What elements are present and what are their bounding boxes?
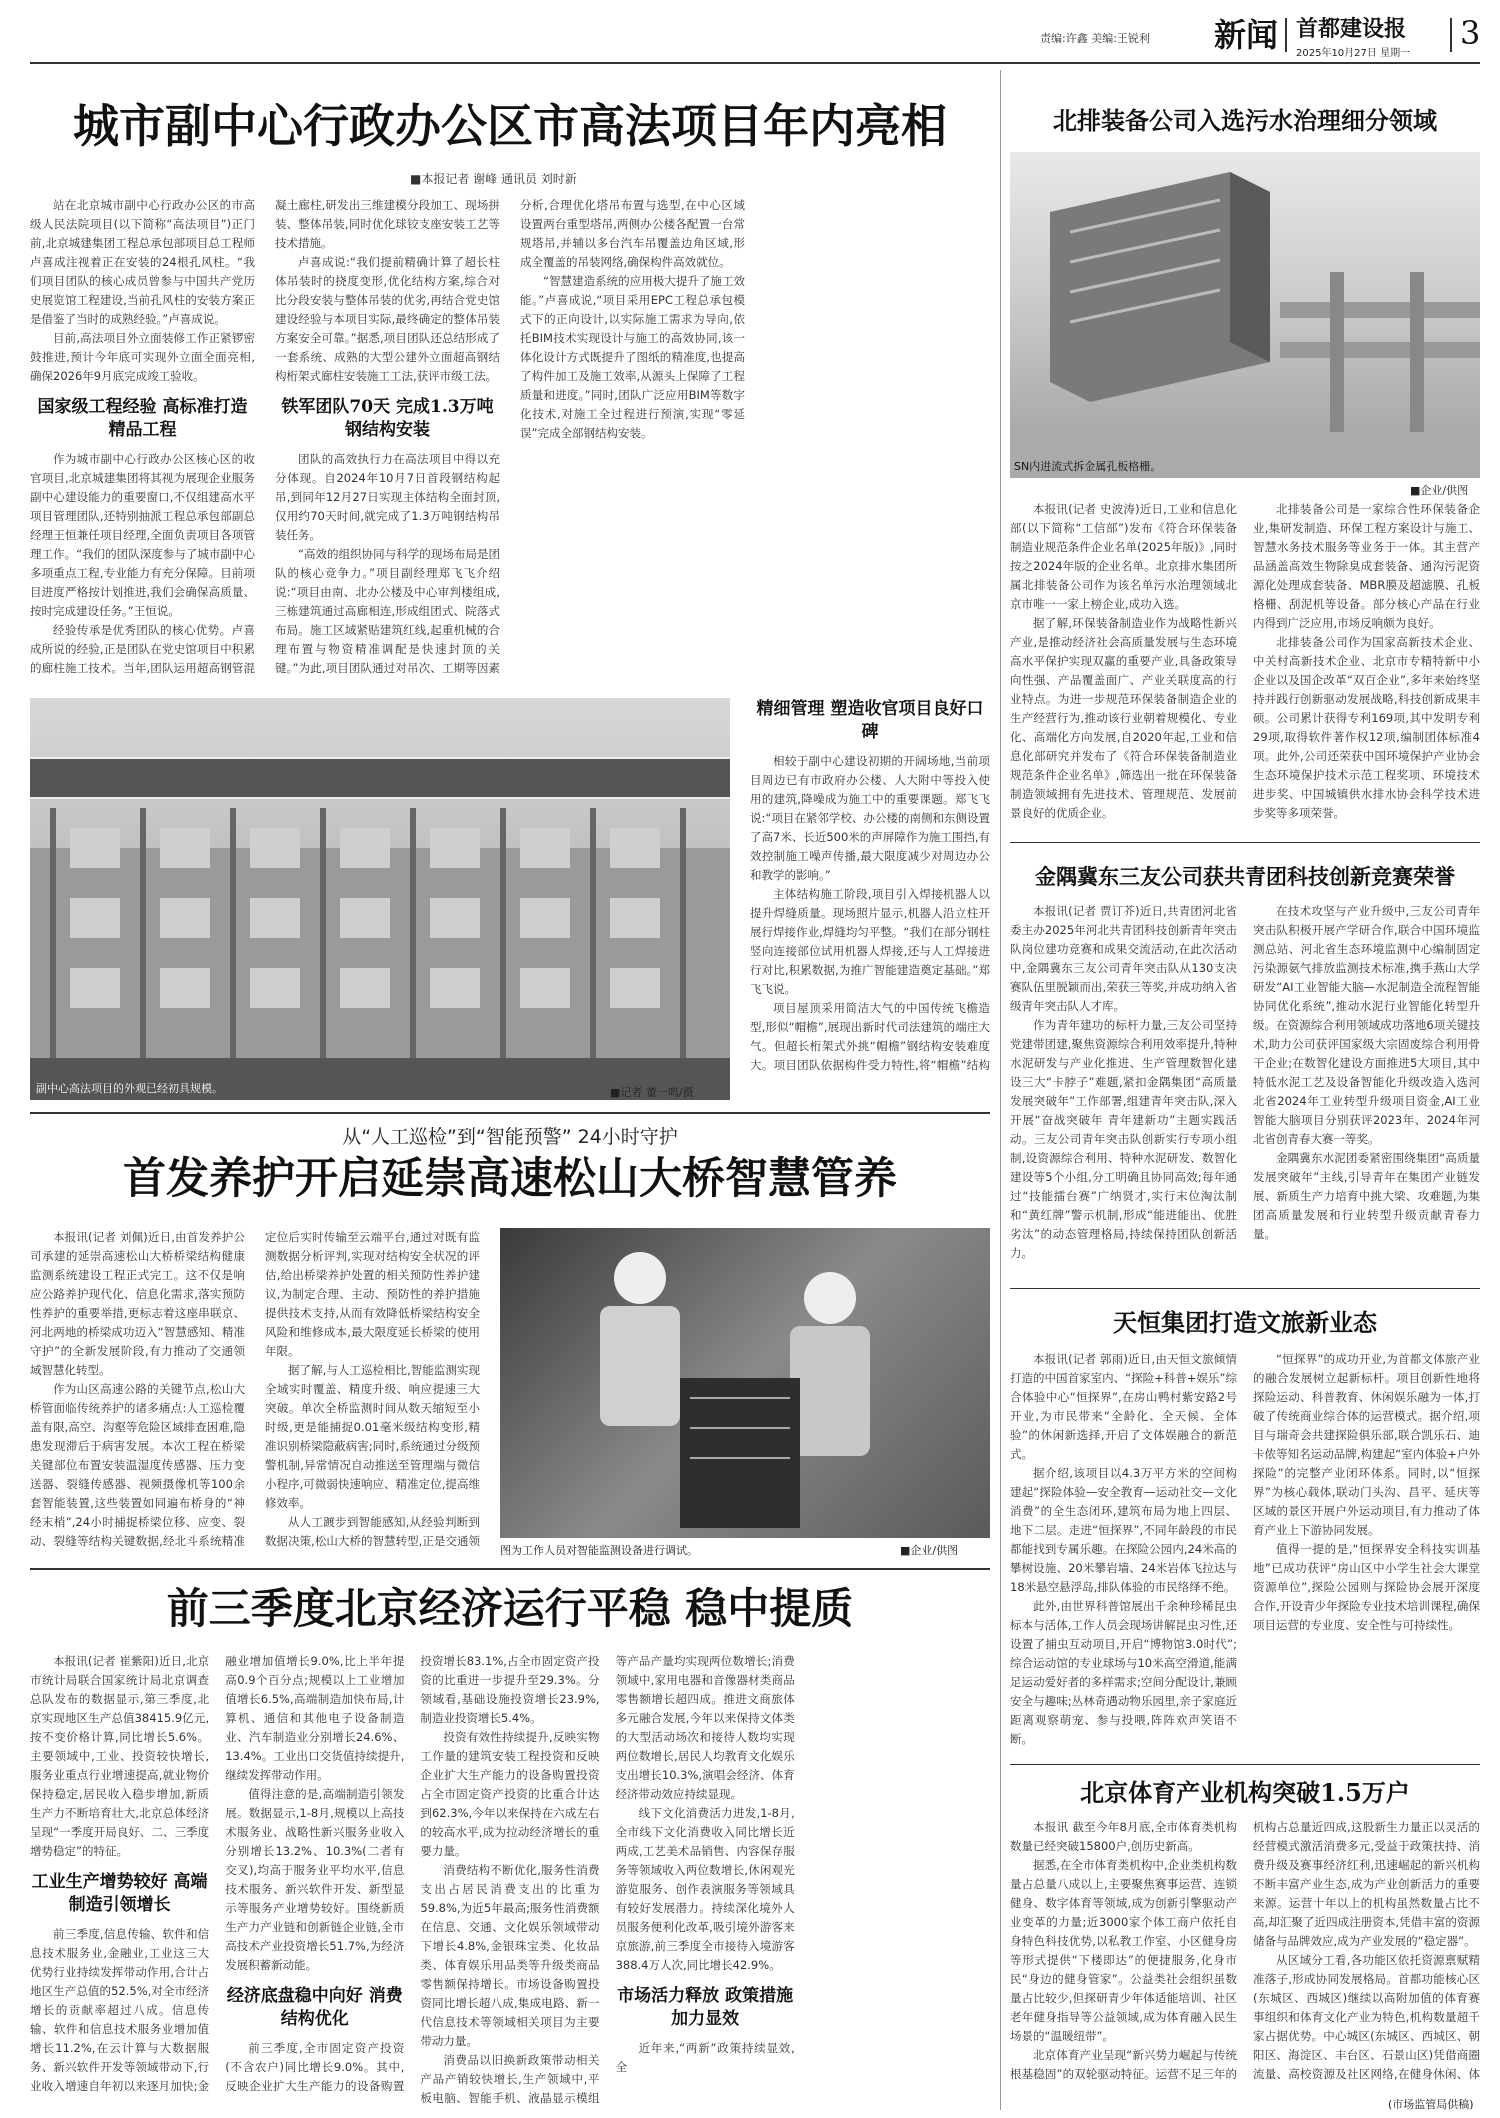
- workers-illustration: [500, 1228, 990, 1538]
- article-6: [1010, 1292, 1480, 1762]
- paragraph: “高效的组织协同与科学的现场布局是团队的核心竞争力。”项目副经理郑飞飞介绍说:“项目由南、北办公楼及中心审判楼组成,三栋建筑通过高廊相连,形成组团式、院落式布局。施工区域紧贴建筑红线,起重机械的合理布置与物资精准调配是快速封顶的关键。”为此,项目团队通过对吊次、工期等因素分析,合理优化塔吊布置与选型,在中心区域设置两台重型塔吊,两侧办公楼各配置一台常规塔吊,并辅以多台汽车吊覆盖边角区域,形成全覆盖的吊装网络,确保构件高效就位。: [275, 198, 745, 675]
- page-number: 3: [1460, 14, 1481, 52]
- header-editor: 责编:许鑫 美编:王锐利: [1040, 32, 1150, 45]
- paragraph: 团队的高效执行力在高法项目中得以充分体现。自2024年10月7日首段钢结构起吊,到同年12月27日实现主体结构全面封顶,仅用约70天时间,就完成了1.3万吨钢结构吊装任务。: [275, 452, 500, 542]
- article-2-title: 首发养护开启延崇高速松山大桥智慧管养: [123, 1154, 897, 1204]
- paragraph: 值得注意的是,高端制造引领发展。数据显示,1-8月,规模以上高技术服务业、战略性新兴服务业收入分别增长13.2%、10.3%(二者有交叉),均高于服务业平均水平,信息技术服务、新兴软件开发、新型显示等服务产业增势较好。围绕新质生产力产业链和创新链企业链,全市高技术产业投资增长51.7%,为经济发展积蓄新动能。: [225, 1787, 405, 1972]
- article-4-title: 北排装备公司入选污水治理细分领域: [1053, 106, 1437, 135]
- paragraph: 本报讯(记者 郭雨)近日,由天恒文旅倾情打造的中国首家室内、“探险+科普+娱乐”综合体验中心“恒探界”,在房山鸭村紫安路2号开业,为市民带来“全龄化、全天候、全体验”的休闲新选择,开启了文体娱融合的新范式。: [1010, 1352, 1237, 1461]
- header-paper: 首都建设报: [1296, 16, 1407, 42]
- article-1-byline: ■本报记者 谢峰 通讯员 刘时新: [410, 172, 577, 186]
- article-5-title: 金隅冀东三友公司获共青团科技创新竞赛荣誉: [1035, 864, 1455, 889]
- paragraph: “智慧建造系统的应用极大提升了施工效能。”卢喜成说,“项目采用EPC工程总承包模式下的正向设计,以实际施工需求为导向,依托BIM技术实现设计与施工的高效协同,该一体化设计方式既提升了图纸的精准度,也提高了构件加工及施工效率,从源头上保障了工程质量和进度。”同时,团队广泛应用BIM等数字化技术,对施工全过程进行预演,实现“零延误”完成全部钢结构安装。: [520, 274, 745, 440]
- article-2-photo-caption: 图为工作人员对智能监测设备进行调试。: [500, 1544, 698, 1557]
- paragraph: 本报讯(记者 贾订芥)近日,共青团河北省委主办2025年河北共青团科技创新青年突击队岗位建功竞赛和成果交流活动,在此次活动中,金隅冀东三友公司青年突击队从130支决赛队伍里脱颖而出,荣获三等奖,并成功纳入省级青年突击队人才库。: [1010, 904, 1237, 1013]
- article-2-photo: [500, 1228, 990, 1538]
- header-divider-2: [1450, 18, 1452, 52]
- article-2: [30, 1116, 990, 1566]
- paragraph: “恒探界”的成功开业,为首都文体旅产业的融合发展树立起新标杆。项目创新性地将探险运动、科普教育、休闲娱乐融为一体,打破了传统商业综合体的运营模式。据介绍,项目与瑞奇会共建探险俱乐部,联合凯乐石、迪卡侬等知名运动品牌,构建起“室内体验+户外探险”的完整产业闭环体系。同时,以“恒探界”为核心载体,联动门头沟、昌平、延庆等区域的景区开展户外运动项目,有力推动了体育产业上下游协同发展。: [1253, 1352, 1480, 1537]
- paragraph: 北排装备公司是一家综合性环保装备企业,集研发制造、环保工程方案设计与施工、智慧水务技术服务等业务于一体。其主营产品涵盖高效生物除臭成套装备、通沟污泥资源化处理成套装备、MBR膜及超滤膜、孔板格栅、刮泥机等设备。部分核心产品在行业内得到广泛应用,市场反响颇为良好。: [1253, 502, 1480, 630]
- article-4-body: [1010, 500, 1480, 836]
- paragraph: 从区域分工看,各功能区依托资源禀赋精准落子,形成协同发展格局。首都功能核心区(东城区、西城区)继续以高附加值的体育赛事组织和体育文化产业为特色,机构数量超千家占据优势。中心城区(东城区、西城区、朝阳区、海淀区、丰台区、石景山区)凭借商圈流量、高校资源及社区网络,在健身休闲、体: [1253, 1953, 1480, 2081]
- article-7-title: 北京体育产业机构突破1.5万户: [1080, 1778, 1410, 1807]
- article-4-photo-credit: ■企业/供图: [1410, 484, 1469, 497]
- article-7-credit: (市场监管局供稿): [1388, 2098, 1474, 2111]
- paragraph: 前三季度,全市固定资产投资(不含农户)同比增长9.0%。其中,反映企业扩大生产能力的设备购置投资增长83.1%,占全市固定资产投资的比重进一步提升至29.3%。分领域看,基础设施投资增长23.9%,制造业投资增长5.4%。: [225, 1654, 600, 2093]
- article-3-title: 前三季度北京经济运行平稳 稳中提质: [166, 1584, 854, 1633]
- article-5: [1010, 846, 1480, 1286]
- paragraph: 此外,由世界科普馆展出千余种珍稀昆虫标本与活体,工作人员会现场讲解昆虫习性,还设置了捕虫互动项目,开启“博物馆3.0时代”;综合运动馆的专业球场与10米高空滑道,能满足运动爱好者的多样需求;空间分配设计,兼顾安全与趣味;丛林奇遇动物乐园里,亲子家庭近距离观察萌宠、参与投喂,阵阵欢声笑语不断。: [1010, 1599, 1237, 1746]
- paragraph: 作为山区高速公路的关键节点,松山大桥管面临传统养护的诸多痛点:人工巡检覆盖有限,高空、沟壑等危险区域排查困难,隐患发现滞后于病害发展。本次工程在桥梁关键部位布置安装温湿度传感器、压力变送器、裂缝传感器、视频摄像机等100余套智能装置,这些装置如同遍布桥身的“神经末梢”,24小时捕捉桥梁位移、应变、裂动、裂缝等结构关键数据,经北斗系统精准定位后实时传输至云端平台,通过对既有监测数据分析评判,实现对结构安全状况的评估,给出桥梁养护处置的相关预防性养护建议,为制定合理、主动、预防性的养护措施提供技术支持,从而有效降低桥梁结构安全风险和维修成本,最大限度延长桥梁的使用年限。: [30, 1230, 480, 1548]
- rule-a1: [30, 1112, 990, 1114]
- rule-a5: [1010, 1288, 1480, 1289]
- article-3-body: [30, 1652, 990, 2108]
- paragraph: 投资有效性持续提升,反映实物工作量的建筑安装工程投资和反映企业扩大生产能力的设备购置投资占全市固定资产投资的比重合计达到62.3%,今年以来保持在六成左右的较高水平,成为拉动经济增长的重要力量。: [420, 1730, 600, 1858]
- rule-a2: [30, 1568, 990, 1570]
- article-1-title: 城市副中心行政办公区市高法项目年内亮相: [73, 99, 947, 153]
- page-header: [0, 0, 1500, 60]
- article-3-subhead-1: 工业生产增势较好 高端制造引领增长: [31, 1872, 208, 1915]
- article-3: [30, 1572, 990, 2112]
- paragraph: 项目屋顶采用简洁大气的中国传统飞檐造型,形似“帽檐”,展现出新时代司法建筑的端庄大气。但超长桁架式外挑“帽檐”钢结构安装难度大。项目团队依据构件受力特性,将“帽檐”结构: [750, 1001, 990, 1072]
- article-1-subhead-2: 铁军团队70天 完成1.3万吨钢结构安装: [281, 397, 494, 440]
- paragraph: 值得一提的是,“恒探界安全科技实训基地”已成功获评“房山区中小学生社会大课堂资源单位”,探险公园则与探险协会展开深度合作,开设青少年探险专业技术培训课程,确保项目运营的专业度、安全性与可持续性。: [1253, 1542, 1480, 1632]
- paragraph: 线下文化消费活力进发,1-8月,全市线下文化消费收入同比增长近两成,工艺美术品销售、内容保存服务等领域收入两位数增长,休闲观光游览服务、创作表演服务等领域具有较好发展潜力。持续深化境外人员服务便利化改革,吸引境外游客来京旅游,前三季度全市接待入境游客388.4万人次,同比增长42.9%。: [615, 1806, 795, 1972]
- paragraph: 本报讯(记者 史波涛)近日,工业和信息化部(以下简称“工信部”)发布《符合环保装备制造业规范条件企业名单(2025年版)》,同时按之2024年版的企业名单。北京排水集团所属北排装备公司作为该名单污水治理领域北京市唯一一家上榜企业,成功入选。: [1010, 502, 1237, 611]
- article-3-subhead-2: 经济底盘稳中向好 消费结构优化: [226, 1986, 403, 2029]
- article-2-body-left: [30, 1228, 480, 1560]
- building-illustration: [30, 698, 730, 1100]
- paragraph: 北京体育产业呈现“新兴势力崛起与传统根基稳固”的双轮驱动特征。运营不足三年的机构占总量近四成,这股新生力量正以灵活的经营模式激活消费多元,受益于政策扶持、消费升级及赛事经济红利,迅速崛起的新兴机构不断丰富产业生态,成为产业创新活力的重要来源。运营十年以上的机构虽然数量占比不高,却汇聚了近四成注册资本,凭借丰富的资源储备与品牌效应,成为产业发展的“稳定器”。: [1010, 1820, 1480, 2081]
- paragraph: 作为青年建功的标杆力量,三友公司坚持党建带团建,聚焦资源综合利用效率提升,特种水泥研发与产业化推进、生产管理数智化建设三大“卡脖子”难题,紧扣金隅集团“高质量发展突破年”工作部署,组建青年突击队,深入开展“奋战突破年 青年建新功”主题实践活动。三友公司青年突击队创新实行专项小组制,设资源综合利用、特种水泥研发、数智化建设等5个小组,分工明确且协同高效;每年通过“技能擂台赛”广纳贤才,实行末位淘汰制和“黄红牌”警示机制,形成“能进能出、优胜劣汰”的动态管理格局,持续保持团队创新活力。: [1010, 1018, 1237, 1260]
- paragraph: 在技术攻坚与产业升级中,三友公司青年突击队积极开展产学研合作,联合中国环境监测总站、河北省生态环境监测中心编制固定污染源氨气排放监测技术标准,携手燕山大学研发“AI工业智能大脑—水泥制造全流程智能协同优化系统”,推动水泥行业智能化转型升级。在资源综合利用领域成功落地6项关键技术,助力公司获评国家级大宗固废综合利用骨干企业;在数智化建设方面推进5大项目,其中特低水泥工艺及设备智能化升级改造入选河北省2024年工业转型升级项目资金,AI工业智能大脑项目分别获评2023年、2024年河北省创青春大赛一等奖。: [1253, 904, 1480, 1146]
- paragraph: 据悉,在全市体育类机构中,企业类机构数量占总量八成以上,主要聚焦赛事运营、连锁健身、数字体育等领域,成为创新引擎驱动产业变革的力量;近3000家个体工商户依托自身特色科技优势,以私教工作室、小区健身房等形式提供“下楼即达”的便捷服务,化身市民“身边的健身管家”。公益类社会组织虽数量占比较少,但探研青少年体适能培训、社区老年健身指导等公益领域,成为体育融入民生场景的“温暖纽带”。: [1010, 1858, 1237, 2043]
- article-4-photo-caption: SN内进流式拆金属孔板格栅。: [1014, 460, 1162, 473]
- paragraph: 据了解,与人工巡检相比,智能监测实现全域实时覆盖、精度升级、响应提速三大突破。单次全桥监测时间从数天缩短至小时级,更是能捕捉0.01毫米级结构变形,精准识别桥梁隐蔽病害;同时,系统通过分级预警机制,异常情况自动推送至管理端与微信小程序,可微弱快速响应、精准定位,提高维修效率。: [265, 1363, 480, 1510]
- article-4: [1010, 70, 1480, 840]
- article-4-photo: [1010, 152, 1480, 478]
- rule-a6: [1010, 1764, 1480, 1765]
- column-divider: [1000, 70, 1001, 2110]
- paragraph: 据介绍,该项目以4.3万平方米的空间构建起“探险体验—安全教育—运动社交—文化消费”的全生态闭环,建筑布局为地上四层、地下二层。走进“恒探界”,不同年龄段的市民都能找到专属乐趣。在探险公园内,24米高的攀树设施、20米攀岩墙、24米岩体飞拉达与18米悬空悬浮岛,排队体验的市民络绎不绝。: [1010, 1466, 1237, 1594]
- article-6-title: 天恒集团打造文旅新业态: [1113, 1308, 1377, 1337]
- paragraph: 经验传承是优秀团队的核心优势。卢喜成所说的经验,正是团队在党史馆项目中积累的廊柱施工技术。当年,团队运用超高钢管混凝土廊柱,研发出三维建模分段加工、现场拼装、整体吊装,同时优化球铰支座安装工艺等技术措施。: [30, 198, 500, 675]
- article-1-body-top: [30, 196, 990, 692]
- paragraph: 近年来,“两新”政策持续显效,全: [615, 2041, 795, 2074]
- article-7: [1010, 1768, 1480, 2112]
- article-1-photo: [30, 698, 730, 1100]
- header-divider: [1285, 18, 1287, 52]
- article-3-subhead-3: 市场活力释放 政策措施加力显效: [617, 1986, 794, 2029]
- article-2-photo-credit: ■企业/供图: [900, 1544, 959, 1557]
- paragraph: 金隅冀东水泥团委紧密围绕集团“高质量发展突破年”主线,引导青年在集团产业链发展、新质生产力培育中挑大梁、攻难题,为集团高质量发展和行业转型升级贡献青春力量。: [1253, 1151, 1480, 1241]
- article-5-body: [1010, 902, 1480, 1282]
- paragraph: 目前,高法项目外立面装修工作正紧锣密鼓推进,预计今年底可实现外立面全面亮相,确保2026年9月底完成竣工验收。: [30, 331, 255, 383]
- article-1: [30, 70, 990, 1110]
- article-2-kicker: 从“人工巡检”到“智能预警” 24小时守护: [342, 1126, 678, 1148]
- paragraph: 消费结构不断优化,服务性消费支出占居民消费支出的比重为59.8%,为近5年最高;服务性消费额在信息、交通、文化娱乐领域带动下增长4.8%,金银珠宝类、化妆品类、体育娱乐用品类等升级类商品零售额保持增长。市场设备购置投资同比增长超八成,集成电路、新一代信息技术等领域相关项目为主要带动力量。: [420, 1863, 600, 2048]
- paragraph: 卢喜成说:“我们提前精确计算了超长柱体吊装时的挠度变形,优化结构方案,综合对比分段安装与整体吊装的优劣,再结合党史馆建设经验与本项目实际,最终确定的整体吊装方案安全可靠。”据悉,项目团队还总结形成了一套系统、成熟的大型公建外立面超高钢结构桁架式廊柱安装施工工法,获评市级工法。: [275, 255, 500, 383]
- paragraph: 据了解,环保装备制造业作为战略性新兴产业,是推动经济社会高质量发展与生态环境高水平保护实现双赢的重要产业,具备政策导向性强、产品覆盖面广、产业关联度高的行业特点。为进一步规范环保装备制造企业的生产经营行为,推动该行业朝着规模化、专业化、高端化方向发展,自2020年起,工业和信息化部研究并发布了《符合环保装备制造业规范条件企业名单》,筛选出一批在环保装备制造领域拥有先进技术、管理规范、发展前景良好的优质企业。: [1010, 616, 1237, 820]
- article-1-body-right: [750, 698, 990, 1084]
- header-date: 2025年10月27日 星期一: [1296, 48, 1411, 59]
- paragraph: 本报讯(记者 崔紫阳)近日,北京市统计局联合国家统计局北京调查总队发布的数据显示,第三季度,北京实现地区生产总值38415.9亿元,按不变价格计算,同比增长5.6%。主要领域中,工业、投资较快增长,服务业重点行业增速提高,就业物价保持稳定,居民收入稳步增加,新质生产力不断培育壮大,北京总体经济呈现“一季度开局良好、二、三季度增势稳定”的特征。: [30, 1654, 210, 1858]
- article-1-subhead-3: 精细管理 塑造收官项目良好口碑: [756, 699, 984, 742]
- rule-a4: [1010, 842, 1480, 843]
- paragraph: 消费品以旧换新政策带动相关产品产销较快增长,生产领域中,平板电脑、智能手机、液晶显示模组等产品产量均实现两位数增长;消费领域中,家用电器和音像器材类商品零售额增长超四成。推进文商旅体多元融合发展,今年以来保持文体类的大型活动场次和接待人数均实现两位数增长,居民人均教育文化娱乐支出增长10.3%,演唱会经济、体育经济带动效应持续显现。: [420, 1654, 795, 2105]
- paragraph: 从人工踱步到智能感知,从经验判断到数据决策,松山大桥的智慧转型,正是交通领: [265, 1515, 480, 1548]
- header-section: 新闻: [1214, 16, 1279, 54]
- paragraph: 前三季度,信息传输、软件和信息技术服务业,金融业,工业这三大优势行业持续发挥带动作用,合计占地区生产总值的52.5%,对全市经济增长的贡献率超过八成。信息传输、软件和信息技术服务业增加值增长11.2%,在云计算与大数据服务、新兴软件开发等领域带动下,行业收入增速自年初以来逐月加快;金融业增加值增长9.0%,比上半年提高0.9个百分点;规模以上工业增加值增长6.5%,高端制造加快布局,计算机、通信和其他电子设备制造业、汽车制造业分别增长24.6%、13.4%。工业出口交货值持续提升,继续发挥带动作用。: [30, 1654, 405, 2093]
- paragraph: 本报讯(记者 刘佩)近日,由首发养护公司承建的延崇高速松山大桥桥梁结构健康监测系统建设工程正式完工。这不仅是响应公路养护现代化、信息化需求,落实预防性养护的重要举措,更标志着这座串联京、河北两地的桥梁成功迈入“智慧感知、精准守护”的全新发展阶段,有力推动了交通领域智慧化转型。: [30, 1230, 245, 1377]
- paragraph: 北排装备公司作为国家高新技术企业、中关村高新技术企业、北京市专精特新中小企业以及国企改革“双百企业”,多年来始终坚持并践行创新驱动发展战略,科技创新成果丰硕。公司累计获得专利169项,其中发明专利29项,取得软件著作权12项,编制团体标准4项。此外,公司还荣获中国环境保护产业协会生态环境保护技术示范工程奖项、环境技术进步奖、中国城镇供水排水协会科学技术进步奖等多项荣誉。: [1253, 635, 1480, 820]
- paragraph: 本报讯 截至今年8月底,全市体育类机构数量已经突破15800户,创历史新高。: [1010, 1820, 1237, 1853]
- article-1-photo-caption: 副中心高法项目的外观已经初具规模。: [36, 1082, 223, 1095]
- paragraph: 站在北京城市副中心行政办公区的市高级人民法院项目(以下简称“高法项目”)正门前,北京城建集团工程总承包部项目总工程师卢喜成注视着正在安装的24根孔风柱。“我们项目团队的核心成员曾参与中国共产党历史展览馆工程建设,当前孔风柱的安装方案正是借鉴了当时的成熟经验。”卢喜成说。: [30, 198, 255, 326]
- article-1-photo-credit: ■记者 董一鸣/摄: [610, 1086, 694, 1099]
- header-rule: [30, 62, 1480, 64]
- paragraph: 作为城市副中心行政办公区核心区的收官项目,北京城建集团将其视为展现企业服务副中心建设能力的重要窗口,不仅组建高水平项目管理团队,还特别抽派工程总承包部副总经理王恒兼任项目经理,全面负责项目各项管理工作。“我们的团队深度参与了城市副中心多项重点工程,专业能力有充分保障。目前项目进度严格按计划推进,我们会确保高质量、按时完成建设任务。”王恒说。: [30, 452, 255, 618]
- equipment-illustration: [1010, 152, 1480, 478]
- article-6-body: [1010, 1350, 1480, 1756]
- paragraph: 相较于副中心建设初期的开阔场地,当前项目周边已有市政府办公楼、人大附中等投入使用的建筑,降噪成为施工中的重要课题。郑飞飞说:“项目在紧邻学校、办公楼的南侧和东侧设置了高7米、长近500米的声屏障作为施工围挡,有效控制施工噪声传播,最大限度减少对周边办公和教学的影响。”: [750, 754, 990, 882]
- article-1-subhead-1: 国家级工程经验 高标准打造精品工程: [37, 397, 248, 440]
- article-7-body: [1010, 1818, 1480, 2094]
- paragraph: 主体结构施工阶段,项目引入焊接机器人以提升焊缝质量。现场照片显示,机器人沿立柱开展行焊接作业,焊缝均匀平整。“我们在部分钢柱竖向连接部位试用机器人焊接,还与人工焊接进行对比,积累数据,为推广智能建造奠定基础。”郑飞飞说。: [750, 887, 990, 996]
